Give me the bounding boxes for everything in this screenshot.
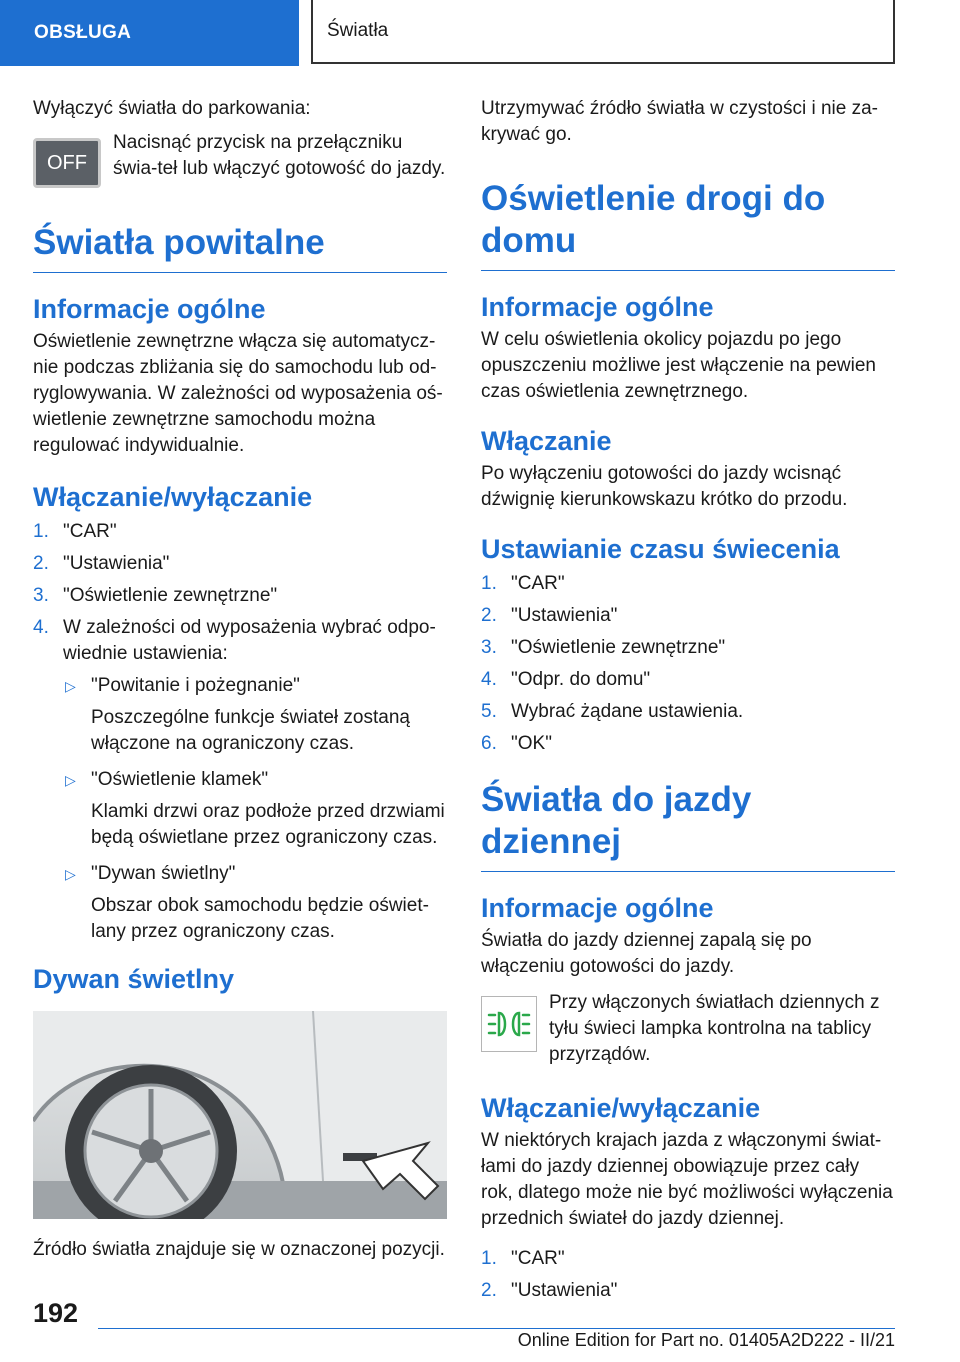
triangle-bullet-icon: ▷ — [65, 866, 76, 882]
home-general-text: W celu oświetlenia okolicy pojazdu po jego opuszczeniu możliwe jest włączenie na pewien czas oświetlenia zewnętrznego. — [481, 329, 876, 402]
page-header — [0, 0, 960, 66]
list-item: 1. "CAR" — [33, 521, 117, 542]
list-item: 3. "Oświetlenie zewnętrzne" — [481, 637, 726, 658]
options-list — [63, 673, 447, 945]
heading-home-lights: Oświetlenie drogi do domu — [481, 178, 895, 271]
left-column — [33, 96, 447, 1263]
car-wheel-illustration — [33, 1011, 447, 1219]
triangle-bullet-icon: ▷ — [65, 678, 76, 694]
parking-lights-off-text: Wyłączyć światła do parkowania: — [33, 98, 311, 119]
list-item: 2. "Ustawienia" — [481, 1280, 618, 1301]
section-tab: OBSŁUGA — [0, 0, 299, 66]
page-number: 192 — [33, 1298, 79, 1328]
edition-text: Online Edition for Part no. 01405A2D222 - II/21 — [517, 1330, 895, 1350]
figure-caption: Źródło światła znajduje się w oznaczonej pozycji. — [33, 1239, 445, 1260]
switch-on-text: Po wyłączeniu gotowości do jazdy wcisnąć dźwignię kierunkowskazu krótko do przodu. — [481, 463, 848, 510]
car-wheel-image — [33, 1011, 447, 1219]
list-item: 4. "Odpr. do domu" — [481, 669, 651, 690]
drl-indicator-note — [481, 990, 895, 1068]
list-item: 2. "Ustawienia" — [33, 553, 170, 574]
list-item: 2. "Ustawienia" — [481, 605, 618, 626]
option-item: ▷ "Powitanie i pożegnanie" Poszczególne funkcje świateł zostaną włączone na ograniczony czas. — [65, 675, 410, 754]
option-item: ▷ "Dywan świetlny" Obszar obok samochodu będzie oświet-lany przez ograniczony czas. — [65, 863, 429, 942]
list-item: 3. "Oświetlenie zewnętrzne" — [33, 585, 278, 606]
heading-drl-on-off: Włączanie/wyłączanie — [481, 1093, 761, 1123]
off-instruction-text: Nacisnąć przycisk na przełączniku świa-teł lub włączyć gotowość do jazdy. — [113, 132, 446, 179]
heading-general-info: Informacje ogólne — [33, 294, 266, 324]
heading-daytime-lights: Światła do jazdy dziennej — [481, 779, 895, 872]
chapter-title: Światła — [311, 0, 895, 64]
keep-clean-text: Utrzymywać źródło światła w czystości i nie za-krywać go. — [481, 98, 878, 145]
drl-steps-list — [481, 1246, 895, 1304]
right-column — [481, 96, 895, 1310]
duration-steps-list — [481, 571, 895, 757]
heading-set-duration: Ustawianie czasu świecenia — [481, 534, 840, 564]
drl-on-off-text: W niektórych krajach jazda z włączonymi świat-łami do jazdy dziennej obowiązuje przez cały rok, dlatego może nie być możliwości wyłączenia przednich świateł do jazdy dziennej. — [481, 1130, 893, 1229]
footer-divider — [98, 1328, 895, 1329]
heading-switch-on: Włączanie — [481, 426, 612, 456]
off-button-icon: OFF — [33, 138, 101, 188]
option-item: ▷ "Oświetlenie klamek" Klamki drzwi oraz podłoże przed drzwiami będą oświetlane przez ograniczony czas. — [65, 769, 445, 848]
list-item: 4. W zależności od wyposażenia wybrać odpo-wiednie ustawienia: ▷ "Powitanie i pożegnanie" Poszczególne funkcje świateł zostaną włączone na ograniczony czas. ▷ "Oświetlenie klamek" Klamki drzwi oraz podłoże przed drzwiami będą oświetlane przez ograniczony czas. ▷ "Dywan świetlny" Obszar obok samochodu będzie oświet-lany przez ograniczony czas. — [33, 615, 447, 945]
heading-light-carpet: Dywan świetlny — [33, 964, 235, 994]
list-item: 5. Wybrać żądane ustawienia. — [481, 701, 744, 722]
steps-list — [33, 519, 447, 945]
heading-general-info: Informacje ogólne — [481, 292, 714, 322]
triangle-bullet-icon: ▷ — [65, 772, 76, 788]
heading-welcome-lights: Światła powitalne — [33, 222, 447, 273]
drl-general-text: Światła do jazdy dziennej zapalą się po włączeniu gotowości do jazdy. — [481, 930, 812, 977]
general-info-text: Oświetlenie zewnętrzne włącza się automatycz-nie podczas zbliżania się do samochodu lub od-ryglowywania. W zależności od wyposażenia oś-wietlenie zewnętrzne samochodu można regulować indywidualnie. — [33, 331, 443, 456]
daytime-running-light-icon — [481, 996, 537, 1052]
off-instruction — [33, 130, 447, 188]
list-item: 6. "OK" — [481, 733, 552, 754]
list-item: 1. "CAR" — [481, 573, 565, 594]
heading-on-off: Włączanie/wyłączanie — [33, 482, 313, 512]
heading-general-info: Informacje ogólne — [481, 893, 714, 923]
drl-indicator-text: Przy włączonych światłach dziennych z tyłu świeci lampka kontrolna na tablicy przyrządów. — [549, 992, 880, 1065]
list-item: 1. "CAR" — [481, 1248, 565, 1269]
